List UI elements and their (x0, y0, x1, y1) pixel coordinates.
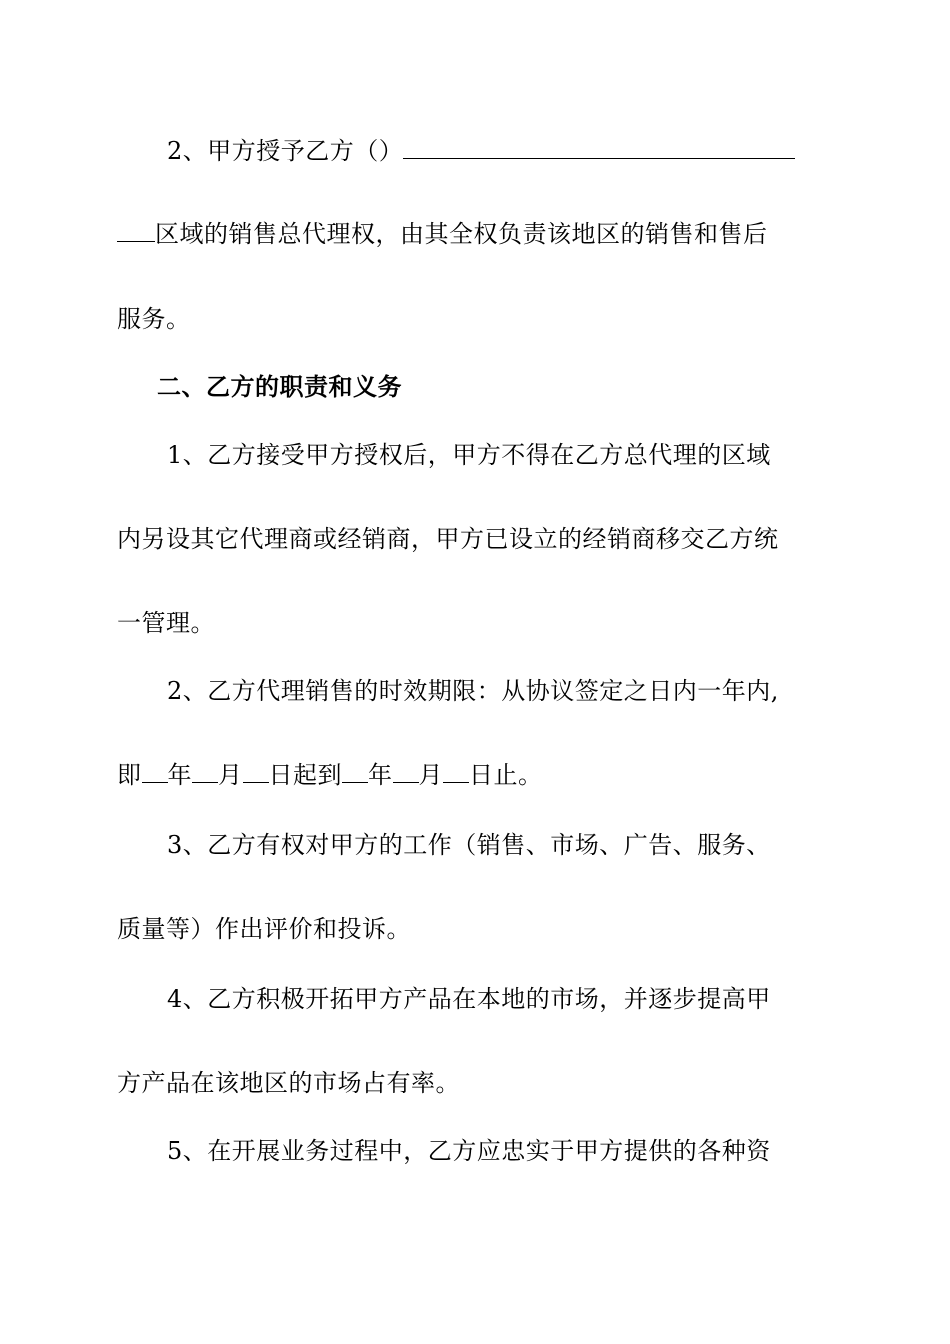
paragraph-line-10 (117, 830, 807, 860)
paragraph-line-7 (117, 608, 807, 638)
fill-blank (443, 760, 469, 783)
line-text: 服务。 (117, 305, 191, 333)
fill-blank (117, 219, 155, 242)
fill-blank (142, 760, 168, 783)
heading-text: 二、乙方的职责和义务 (157, 372, 402, 401)
line-text: 日止。 (469, 761, 543, 789)
fill-blank (243, 760, 269, 783)
line-text: 方产品在该地区的市场占有率。 (117, 1069, 460, 1097)
line-text: 即 (117, 761, 142, 789)
line-text: 2、甲方授予乙方（） (167, 137, 404, 165)
section-heading (117, 372, 807, 402)
line-text: 5、在开展业务过程中，乙方应忠实于甲方提供的各种资 (167, 1137, 771, 1165)
line-text: 一管理。 (117, 609, 215, 637)
paragraph-line-11 (117, 914, 807, 944)
line-text: 区域的销售总代理权，由其全权负责该地区的销售和售后 (155, 220, 768, 248)
paragraph-line-8 (117, 676, 807, 706)
line-text: 年 (368, 761, 393, 789)
paragraph-line-14 (117, 1136, 807, 1166)
line-text: 质量等）作出评价和投诉。 (117, 915, 411, 943)
paragraph-line-9 (117, 760, 807, 790)
paragraph-line-12 (117, 984, 807, 1014)
fill-blank (342, 760, 368, 783)
fill-blank (393, 760, 419, 783)
line-text: 月 (418, 761, 443, 789)
line-text: 3、乙方有权对甲方的工作（销售、市场、广告、服务、 (167, 831, 771, 859)
line-text: 4、乙方积极开拓甲方产品在本地的市场，并逐步提高甲 (167, 985, 771, 1013)
paragraph-line-13 (117, 1068, 807, 1098)
line-text: 年 (167, 761, 192, 789)
line-text: 日起到 (268, 761, 342, 789)
paragraph-line-3 (117, 304, 807, 334)
paragraph-line-5 (117, 440, 807, 470)
line-text: 1、乙方接受甲方授权后，甲方不得在乙方总代理的区域 (167, 441, 771, 469)
paragraph-line-1 (117, 136, 807, 166)
line-text: 2、乙方代理销售的时效期限：从协议签定之日内一年内, (167, 677, 779, 705)
paragraph-line-6 (117, 524, 807, 554)
fill-blank (403, 136, 795, 159)
fill-blank (192, 760, 218, 783)
line-text: 月 (218, 761, 243, 789)
line-text: 内另设其它代理商或经销商，甲方已设立的经销商移交乙方统 (117, 525, 779, 553)
paragraph-line-2 (117, 219, 807, 249)
